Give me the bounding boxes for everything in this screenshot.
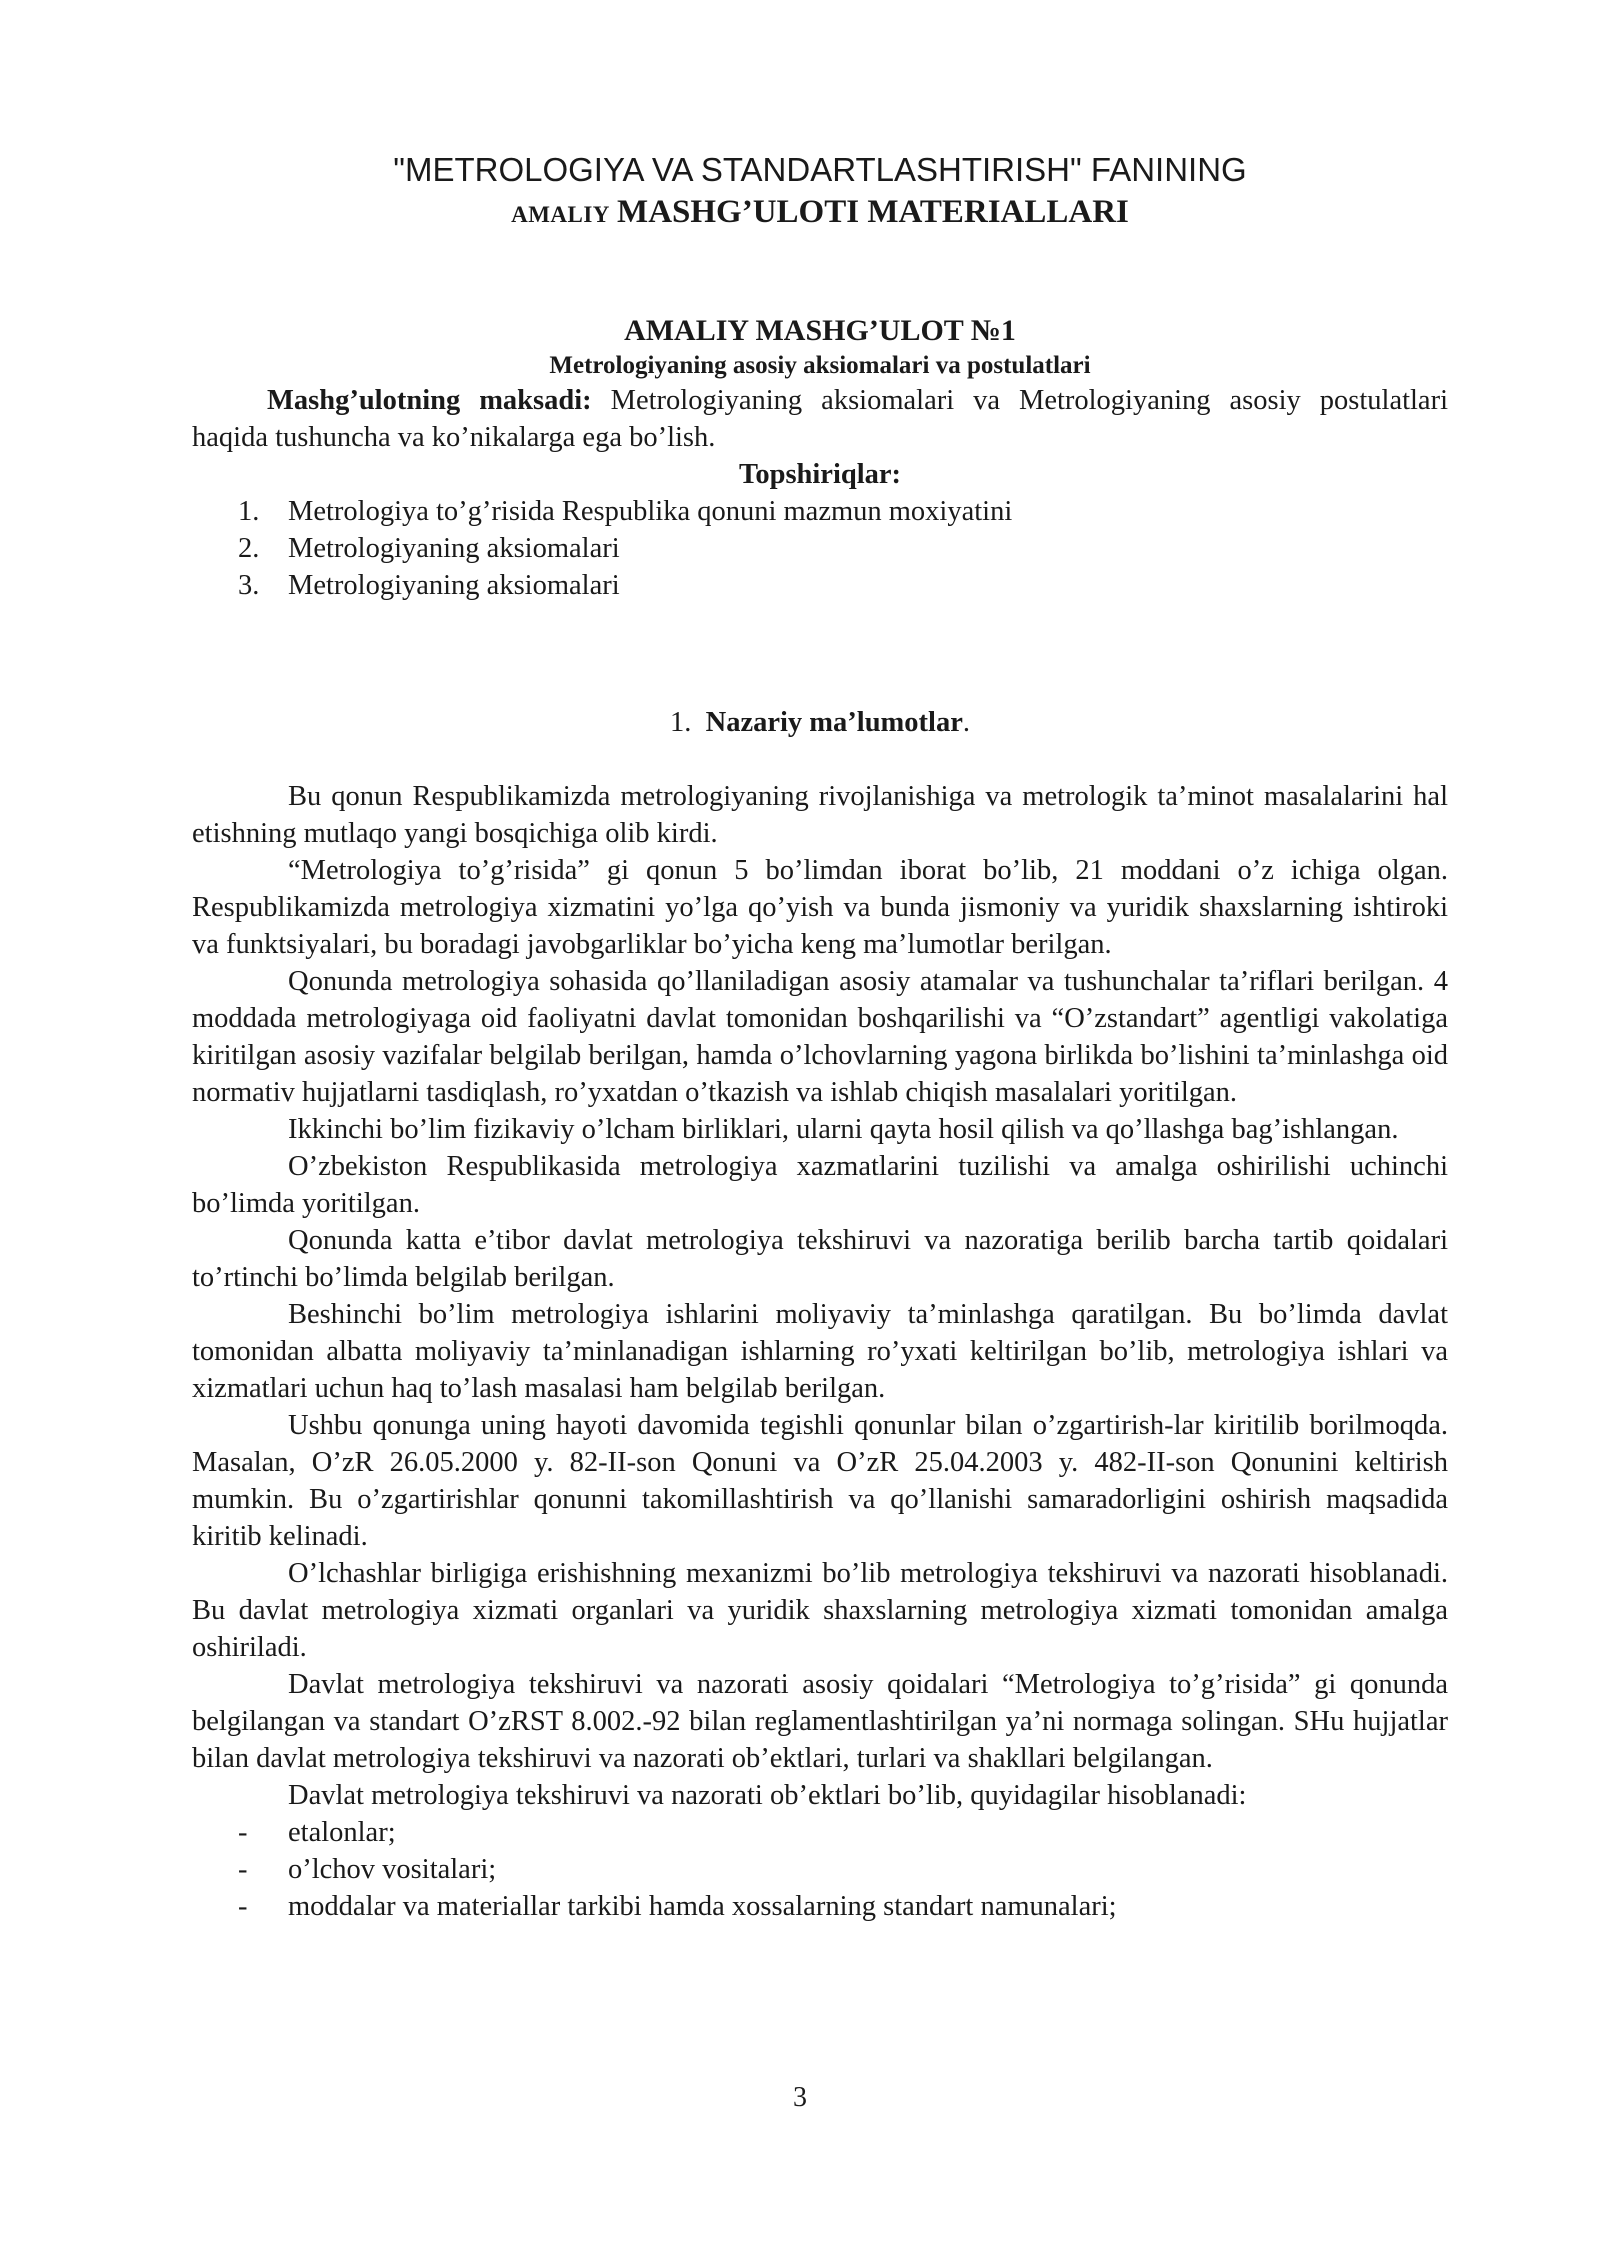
list-dash: -	[238, 1854, 248, 1885]
goal-text: Metrologiyaning aksiomalari va Metrologiyaning asosiy postulatlari haqida tushuncha va ko’nikalarga ega bo’lish.	[192, 385, 1448, 453]
list-item-text: moddalar va materiallar tarkibi hamda xossalarning standart namunalari;	[288, 1891, 1117, 1922]
goal-label: Mashg’ulotning maksadi:	[267, 385, 592, 416]
paragraph: Davlat metrologiya tekshiruvi va nazorati ob’ektlari bo’lib, quyidagilar hisoblanadi:	[288, 1780, 1247, 1811]
list-item	[192, 1888, 1448, 1925]
list-dash: -	[238, 1817, 248, 1848]
section-title-text: Nazariy ma’lumotlar	[705, 707, 963, 738]
task-number: 2.	[238, 533, 260, 564]
section-title-suffix: .	[962, 707, 970, 738]
task-item	[192, 567, 1448, 604]
lesson-subtitle: Metrologiyaning asosiy aksiomalari va postulatlari	[549, 352, 1091, 379]
document-title	[192, 150, 1448, 237]
paragraph: Ushbu qonunga uning hayoti davomida tegishli qonunlar bilan o’zgartirish-lar kiritilib borilmoqda. Masalan, O’zR 26.05.2000 y. 82-II-son Qonuni va O’zR 25.04.2003 y. 482-II-son Qonunini keltirish mumkin. Bu o’zgartirishlar qonunni takomillashtirish va qo’llanishi samaradorligini oshirish maqsadida kiritib kelinadi.	[192, 1410, 1448, 1552]
paragraph: Qonunda metrologiya sohasida qo’llaniladigan asosiy atamalar va tushunchalar ta’riflari berilgan. 4 moddada metrologiyaga oid faoliyatni davlat tomonidan boshqarilishi va “O’zstandart” agentligi vakolatiga kiritilgan asosiy vazifalar belgilab berilgan, hamda o’lchovlarning yagona birlikda bo’lishini ta’minlashga oid normativ hujjatlarni tasdiqlash, ro’yxatdan o’tkazish va ishlab chiqish masalalari yoritilgan.	[192, 966, 1448, 1108]
title-line-1: "METROLOGIYA VA STANDARTLASHTIRISH" FANINING	[393, 151, 1247, 188]
paragraph: Beshinchi bo’lim metrologiya ishlarini moliyaviy ta’minlashga qaratilgan. Bu bo’limda davlat tomonidan albatta moliyaviy ta’minlanadigan ishlarning ro’yxati keltirilgan bo’lib, metrologiya ishlari va xizmatlari uchun haq to’lash masalasi ham belgilab berilgan.	[192, 1299, 1448, 1404]
section-title	[192, 704, 1448, 741]
paragraph: Bu qonun Respublikamizda metrologiyaning rivojlanishiga va metrologik ta’minot masalalarini hal etishning mutlaqo yangi bosqichiga olib kirdi.	[192, 781, 1448, 849]
tasks-heading: Topshiriqlar:	[738, 459, 902, 490]
section-number: 1.	[670, 707, 692, 738]
task-text: Metrologiyaning aksiomalari	[288, 570, 620, 601]
task-number: 3.	[238, 570, 260, 601]
paragraph: O’lchashlar birligiga erishishning mexanizmi bo’lib metrologiya tekshiruvi va nazorati hisoblanadi. Bu davlat metrologiya xizmati organlari va yuridik shaxslarning metrologiya xizmati tomonidan amalga oshiriladi.	[192, 1558, 1448, 1663]
paragraph: O’zbekiston Respublikasida metrologiya xazmatlarini tuzilishi va amalga oshirilishi uchinchi bo’limda yoritilgan.	[192, 1151, 1448, 1219]
tasks-list	[192, 493, 1448, 604]
task-text: Metrologiyaning aksiomalari	[288, 533, 620, 564]
task-text: Metrologiya to’g’risida Respublika qonuni mazmun moxiyatini	[288, 496, 1013, 527]
task-number: 1.	[238, 496, 260, 527]
title-line-2-small: AMALIY	[511, 202, 610, 227]
list-item-text: etalonlar;	[288, 1817, 396, 1848]
title-line-2	[192, 190, 1448, 237]
list-item-text: o’lchov vositalari;	[288, 1854, 497, 1885]
lesson-goal	[192, 382, 1448, 456]
lesson-heading: AMALIY MASHG’ULOT №1	[624, 314, 1016, 347]
paragraph: Davlat metrologiya tekshiruvi va nazorati asosiy qoidalari “Metrologiya to’g’risida” gi qonunda belgilangan va standart O’zRST 8.002.-92 bilan reglamentlashtirilgan ya’ni normaga solingan. SHu hujjatlar bilan davlat metrologiya tekshiruvi va nazorati ob’ektlari, turlari va shakllari belgilangan.	[192, 1669, 1448, 1774]
task-item	[192, 493, 1448, 530]
list-item	[192, 1814, 1448, 1851]
list-item	[192, 1851, 1448, 1888]
list-dash: -	[238, 1891, 248, 1922]
page-number: 3	[793, 2082, 807, 2113]
paragraph: Qonunda katta e’tibor davlat metrologiya tekshiruvi va nazoratiga berilib barcha tartib qoidalari to’rtinchi bo’limda belgilab berilgan.	[192, 1225, 1448, 1293]
objects-list	[192, 1814, 1448, 1925]
paragraph: Ikkinchi bo’lim fizikaviy o’lcham birliklari, ularni qayta hosil qilish va qo’llashga bag’ishlangan.	[288, 1114, 1399, 1145]
task-item	[192, 530, 1448, 567]
paragraph: “Metrologiya to’g’risida” gi qonun 5 bo’limdan iborat bo’lib, 21 moddani o’z ichiga olgan. Respublikamizda metrologiya xizmatini yo’lga qo’yish va bunda jismoniy va yuridik shaxslarning ishtiroki va funktsiyalari, bu boradagi javobgarliklar bo’yicha keng ma’lumotlar berilgan.	[192, 855, 1448, 960]
title-line-2-big: MASHG’ULOTI MATERIALLARI	[617, 194, 1129, 230]
page-content	[192, 150, 1448, 1925]
